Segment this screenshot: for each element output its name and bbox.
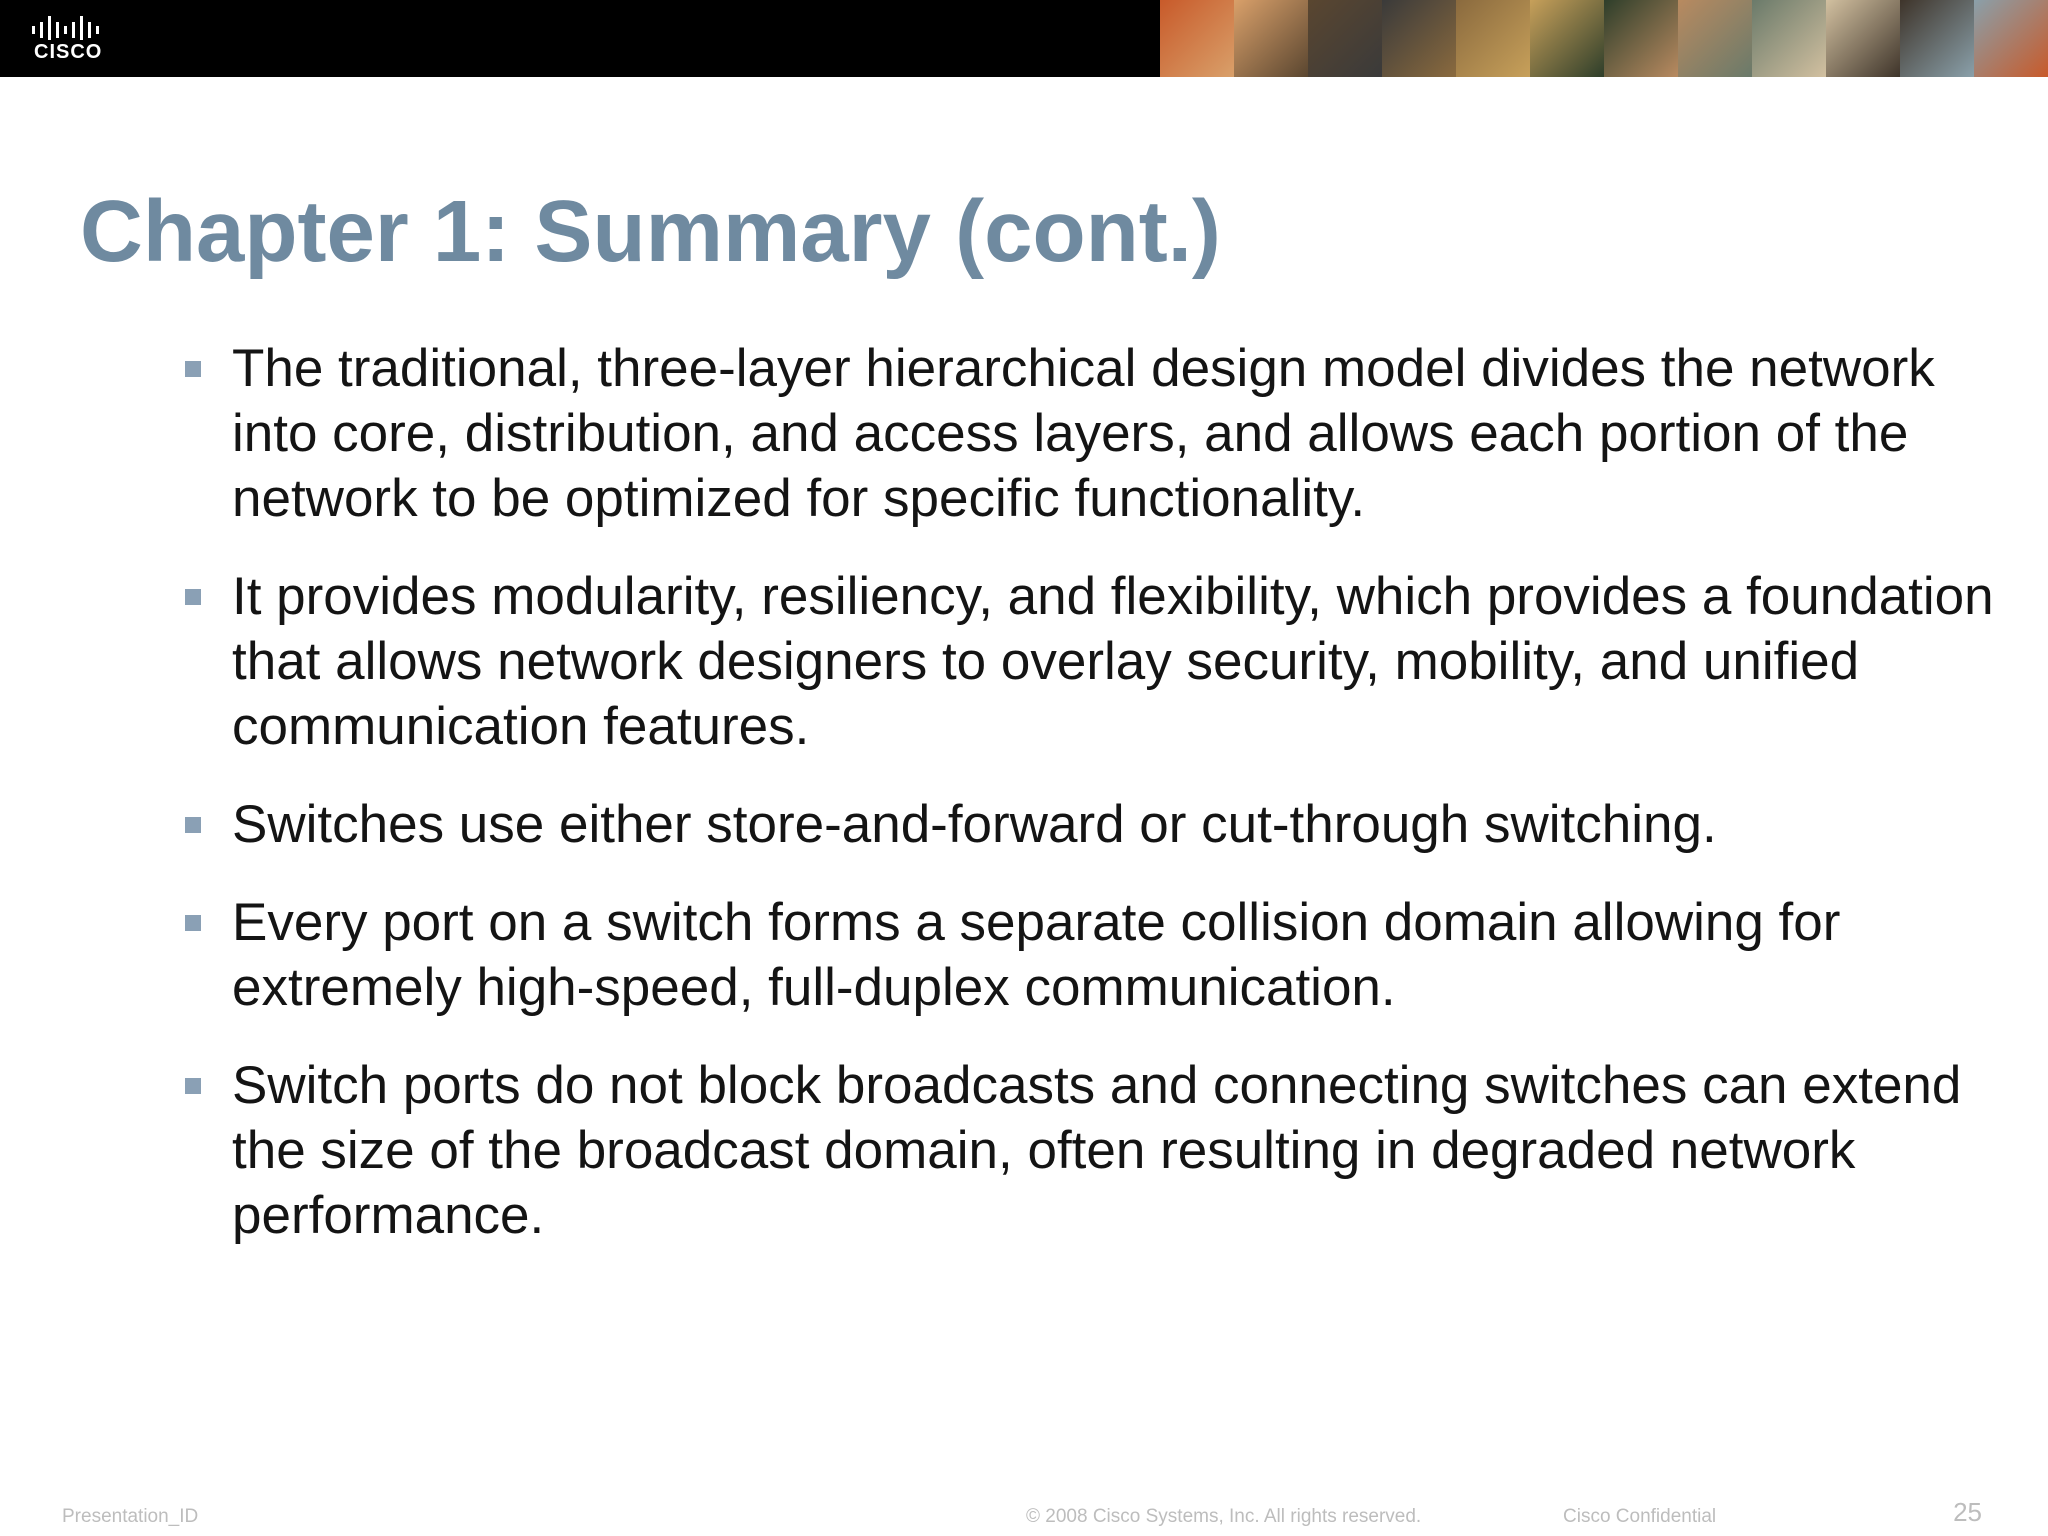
bullet-text: Switches use either store-and-forward or cut-through switching. [232, 795, 1717, 854]
square-bullet-icon [185, 1078, 201, 1094]
summary-bullet-list [180, 336, 2010, 1281]
header-photo-tile [1752, 0, 1826, 77]
cisco-bridge-bars-icon [30, 14, 114, 40]
square-bullet-icon [185, 817, 201, 833]
footer-copyright: © 2008 Cisco Systems, Inc. All rights reserved. [1026, 1506, 1422, 1527]
bullet-item [180, 890, 2010, 1020]
header-bar [0, 0, 2048, 77]
bullet-text: Every port on a switch forms a separate collision domain allowing for extremely high-speed, full-duplex communication. [232, 893, 1841, 1017]
header-photo-tile [1826, 0, 1900, 77]
slide-title: Chapter 1: Summary (cont.) [80, 183, 1221, 280]
square-bullet-icon [185, 361, 201, 377]
header-photo-tile [1974, 0, 2048, 77]
footer-confidential: Cisco Confidential [1563, 1506, 1717, 1527]
bullet-item [180, 336, 2010, 531]
header-photo-tile [1530, 0, 1604, 77]
header-photo-strip [1160, 0, 2048, 77]
header-photo-tile [1900, 0, 1974, 77]
header-photo-tile [1308, 0, 1382, 77]
bullet-item [180, 564, 2010, 759]
footer-presentation-id: Presentation_ID [62, 1506, 199, 1527]
bullet-item [180, 792, 2010, 857]
cisco-wordmark: CISCO [34, 41, 103, 63]
bullet-text: It provides modularity, resiliency, and flexibility, which provides a foundation that allows network designers to overlay security, mobility, and unified communication features. [232, 567, 1994, 756]
header-photo-tile [1678, 0, 1752, 77]
square-bullet-icon [185, 589, 201, 605]
cisco-logo [30, 14, 120, 64]
header-photo-tile [1456, 0, 1530, 77]
square-bullet-icon [185, 915, 201, 931]
bullet-text: The traditional, three-layer hierarchical design model divides the network into core, distribution, and access layers, and allows each portion of the network to be optimized for specific functionality. [232, 339, 1935, 528]
header-photo-tile [1382, 0, 1456, 77]
header-photo-tile [1160, 0, 1234, 77]
header-photo-tile [1604, 0, 1678, 77]
page-number: 25 [1953, 1497, 1982, 1527]
bullet-text: Switch ports do not block broadcasts and connecting switches can extend the size of the broadcast domain, often resulting in degraded network performance. [232, 1056, 1962, 1245]
header-photo-tile [1234, 0, 1308, 77]
bullet-item [180, 1053, 2010, 1248]
